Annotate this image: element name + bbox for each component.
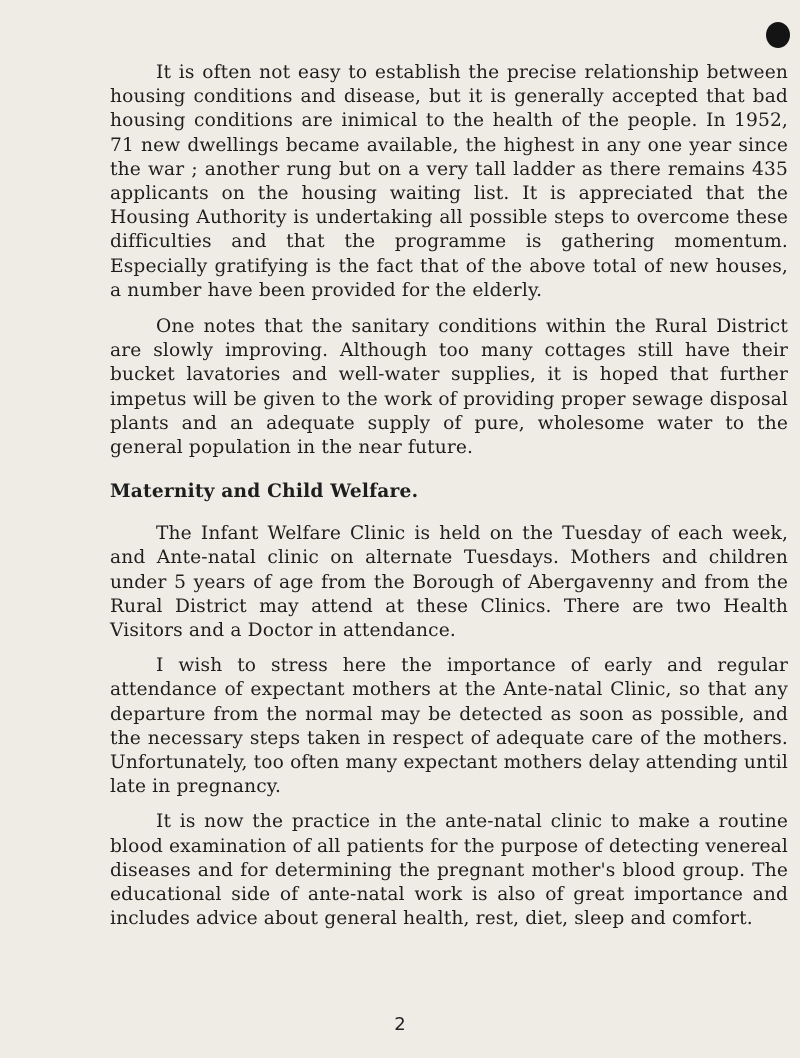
paragraph-sanitary: One notes that the sanitary conditions within the Rural District are slowly improving. Although too many cottages still have their bucket lavatories and well-water supplies, it is hoped that further impetus will be given to the work of providing proper sewage disposal plants and an adequate supply of pure, wholesome water to the general population in the near future. <box>110 316 788 459</box>
punch-hole-mark <box>766 22 790 48</box>
page-number: 2 <box>394 1014 406 1035</box>
paragraph-blood-exam: It is now the practice in the ante-natal clinic to make a routine blood examination of all patients for the purpose of detecting venereal diseases and for determining the pregnant mother's blood group. The educational side of ante-natal work is also of great importance and includes advice about general health, rest, diet, sleep and comfort. <box>110 811 788 930</box>
paragraph-clinic: The Infant Welfare Clinic is held on the Tuesday of each week, and Ante-natal clinic on alternate Tuesdays. Mothers and children under 5 years of age from the Borough of Abergavenny and from the Rural District may attend at these Clinics. There are two Health Visitors and a Doctor in attendance. <box>110 523 788 642</box>
page-body <box>110 61 788 932</box>
section-heading-maternity: Maternity and Child Welfare. <box>110 481 419 503</box>
paragraph-housing: It is often not easy to establish the precise relationship between housing conditions and disease, but it is generally accepted that bad housing conditions are inimical to the health of the people. In 1952, 71 new dwellings became available, the highest in any one year since the war ; another rung but on a very tall ladder as there remains 435 applicants on the housing waiting list. It is appreciated that the Housing Authority is undertaking all possible steps to overcome these difficulties and that the programme is gathering momentum. Especially gratifying is the fact that of the above total of new houses, a number have been provided for the elderly. <box>110 62 788 301</box>
paragraph-attendance: I wish to stress here the importance of early and regular attendance of expectant mothers at the Ante-natal Clinic, so that any departure from the normal may be detected as soon as possible, and the necessary steps taken in respect of adequate care of the mothers. Unfortunately, too often many expectant mothers delay attending until late in pregnancy. <box>110 655 788 798</box>
